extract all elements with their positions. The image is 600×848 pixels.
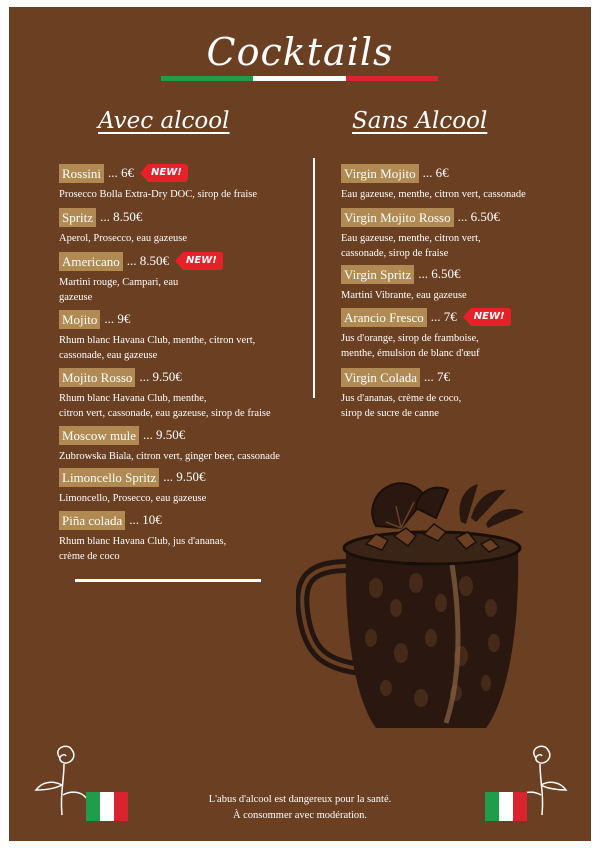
item-name: Piña colada xyxy=(59,511,125,530)
item-name: Virgin Mojito Rosso xyxy=(341,208,454,227)
menu-item-virgin-mojito xyxy=(341,163,526,202)
menu-item-limoncello-spritz xyxy=(59,467,206,506)
item-price: ... 9.50€ xyxy=(163,469,206,484)
item-name: Spritz xyxy=(59,208,96,227)
item-name: Virgin Spritz xyxy=(341,265,414,284)
item-name: Rossini xyxy=(59,164,104,183)
item-description: Limoncello, Prosecco, eau gazeuse xyxy=(59,493,207,504)
menu-item-virgin-colada xyxy=(341,367,461,421)
moscow-mule-mug-illustration xyxy=(296,478,546,748)
item-price: ... 8.50€ xyxy=(100,209,143,224)
item-price: ... 9.50€ xyxy=(143,427,186,442)
item-description: Zubrowska Biala, citron vert, ginger beer, cassonade xyxy=(59,451,280,462)
item-price: ... 7€ xyxy=(424,369,450,384)
menu-item-arancio-fresco xyxy=(341,307,511,361)
menu-item-rossini xyxy=(59,163,257,202)
item-description: Prosecco Bolla Extra-Dry DOC, sirop de fraise xyxy=(59,189,257,200)
item-price: ... 6€ xyxy=(422,165,449,180)
item-description: Eau gazeuse, menthe, citron vert, cassonade xyxy=(341,189,526,200)
new-badge: NEW! xyxy=(463,308,511,326)
column-divider xyxy=(313,158,315,398)
menu-item-mojito xyxy=(59,309,255,363)
item-name: Limoncello Spritz xyxy=(59,468,159,487)
item-price: ... 7€ xyxy=(430,309,457,324)
item-description: Jus d'orange, sirop de framboise, menthe, émulsion de blanc d'œuf xyxy=(341,333,480,359)
item-price: ... 6.50€ xyxy=(457,209,500,224)
health-warning: L'abus d'alcool est dangereux pour la santé. À consommer avec modération. xyxy=(208,794,392,821)
item-name: Arancio Fresco xyxy=(341,308,427,327)
heading-avec-alcool: Avec alcool xyxy=(98,108,230,134)
item-price: ... 6.50€ xyxy=(418,266,461,281)
title-flag-underline xyxy=(161,76,438,81)
menu-item-spritz xyxy=(59,207,187,246)
item-price: ... 6€ xyxy=(108,165,135,180)
menu-item-americano xyxy=(59,251,223,305)
new-badge: NEW! xyxy=(175,252,223,270)
item-price: ... 10€ xyxy=(129,512,162,527)
item-price: ... 9.50€ xyxy=(139,369,182,384)
menu-item-mojito-rosso xyxy=(59,367,271,421)
menu-item-moscow-mule xyxy=(59,425,280,464)
menu-item-pina-colada xyxy=(59,510,226,564)
item-description: Rhum blanc Havana Club, menthe, citron vert, cassonade, eau gazeuse xyxy=(59,335,256,361)
section-divider xyxy=(75,579,261,582)
item-name: Virgin Colada xyxy=(341,368,420,387)
item-description: Eau gazeuse, menthe, citron vert, cassonade, sirop de fraise xyxy=(341,233,481,259)
item-price: ... 9€ xyxy=(104,311,131,326)
heading-sans-alcool: Sans Alcool xyxy=(352,108,488,134)
item-description: Jus d'ananas, crème de coco, sirop de sucre de canne xyxy=(341,393,462,419)
menu-title: Cocktails xyxy=(206,30,394,74)
item-description: Aperol, Prosecco, eau gazeuse xyxy=(59,233,187,244)
menu-item-virgin-spritz xyxy=(341,264,467,303)
item-name: Mojito xyxy=(59,310,100,329)
menu-item-virgin-mojito-rosso xyxy=(341,207,500,261)
item-name: Moscow mule xyxy=(59,426,139,445)
item-description: Martini Vibrante, eau gazeuse xyxy=(341,290,467,301)
item-name: Americano xyxy=(59,252,123,271)
item-name: Virgin Mojito xyxy=(341,164,419,183)
item-description: Rhum blanc Havana Club, jus d'ananas, crème de coco xyxy=(59,536,227,562)
new-badge: NEW! xyxy=(140,164,188,182)
item-name: Mojito Rosso xyxy=(59,368,135,387)
item-description: Martini rouge, Campari, eau gazeuse xyxy=(59,277,179,303)
item-price: ... 8.50€ xyxy=(126,253,170,268)
item-description: Rhum blanc Havana Club, menthe, citron vert, cassonade, eau gazeuse, sirop de fraise xyxy=(59,393,271,419)
